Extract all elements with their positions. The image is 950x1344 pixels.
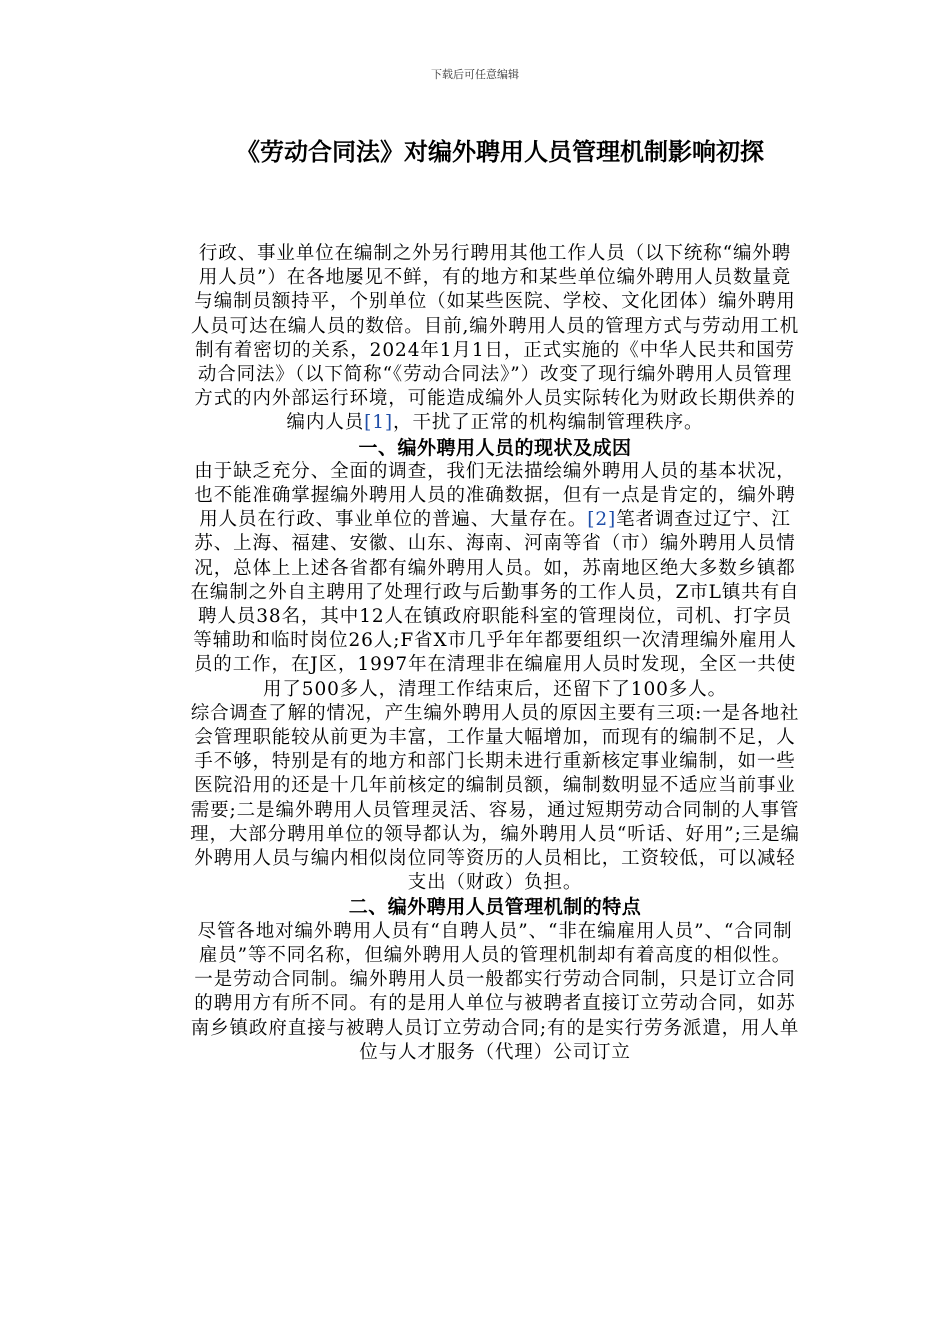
document-body (190, 242, 800, 1065)
section1-paragraph-1 (190, 460, 800, 702)
intro-paragraph (190, 242, 800, 436)
section-heading-1: 一、编外聘用人员的现状及成因 (358, 436, 632, 459)
intro-text: 行政、事业单位在编制之外另行聘用其他工作人员（以下统称“编外聘用人员”）在各地屡见不鲜，有的地方和某些单位编外聘用人员数量竟与编制员额持平，个别单位（如某些医院、学校、文化团体）编外聘用人员可达在编人员的数倍。目前,编外聘用人员的管理方式与劳动用工机制有着密切的关系，2024年1月1日，正式实施的《中华人民共和国劳动合同法》（以下简称“《劳动合同法》”）改变了现行编外聘用人员管理方式的内外部运行环境，可能造成编外人员实际转化为财政长期供养的编内人员 (190, 243, 800, 434)
section1-paragraph-2: 综合调查了解的情况，产生编外聘用人员的原因主要有三项:一是各地社会管理职能较从前更为丰富，工作量大幅增加，而现有的编制不足，人手不够，特别是有的地方和部门长期未进行重新核定事业编制，如一些医院沿用的还是十几年前核定的编制员额，编制数明显不适应当前事业需要;二是编外聘用人员管理灵活、容易，通过短期劳动合同制的人事管理，大部分聘用单位的领导都认为，编外聘用人员“听话、好用”;三是编外聘用人员与编内相似岗位同等资历的人员相比，工资较低，可以减轻支出（财政）负担。 (190, 702, 800, 894)
document-title: 《劳动合同法》对编外聘用人员管理机制影响初探 (236, 137, 764, 166)
footnote-ref-1[interactable]: [1] (364, 412, 394, 434)
page-header-note: 下载后可任意编辑 (431, 68, 519, 81)
section2-paragraph-2: 一是劳动合同制。编外聘用人员一般都实行劳动合同制，只是订立合同的聘用方有所不同。有的是用人单位与被聘者直接订立劳动合同，如苏南乡镇政府直接与被聘人员订立劳动合同;有的是实行劳务派遣，用人单位与人才服务（代理）公司订立 (190, 969, 800, 1063)
section1-p1-text-end: 笔者调查过辽宁、江苏、上海、福建、安徽、山东、海南、河南等省（市）编外聘用人员情况，总体上上述各省都有编外聘用人员。如，苏南地区绝大多数乡镇都在编制之外自主聘用了处理行政与后勤事务的工作人员，Z市L镇共有自聘人员38名，其中12人在镇政府职能科室的管理岗位，司机、打字员等辅助和临时岗位26人;F省X市几乎年年都要组织一次清理编外雇用人员的工作，在J区，1997年在清理非在编雇用人员时发现，全区一共使用了500多人，清理工作结束后，还留下了100多人。 (190, 509, 800, 700)
footnote-ref-2[interactable]: [2] (587, 509, 617, 531)
section1-p1-text: 由于缺乏充分、全面的调查，我们无法描绘编外聘用人员的基本状况，也不能准确掌握编外聘用人员的准确数据，但有一点是肯定的，编外聘用人员在行政、事业单位的普遍、大量存在。 (194, 460, 796, 531)
section-heading-2: 二、编外聘用人员管理机制的特点 (348, 896, 642, 919)
intro-text-end: ，干扰了正常的机构编制管理秩序。 (393, 412, 704, 434)
section2-paragraph-1: 尽管各地对编外聘用人员有“自聘人员”、“非在编雇用人员”、“合同制雇员”等不同名称，但编外聘用人员的管理机制却有着高度的相似性。 (197, 920, 793, 966)
